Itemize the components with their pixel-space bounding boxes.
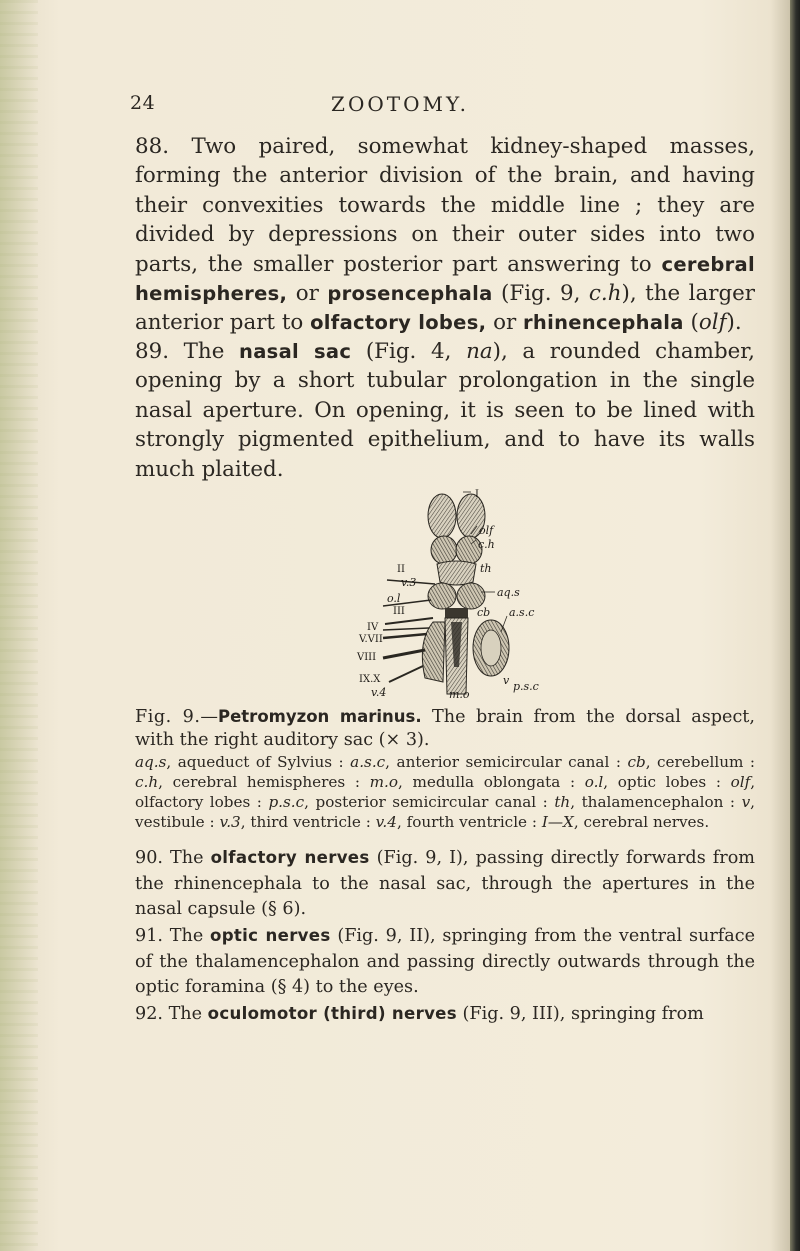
legend-item: c.h, cerebral hemispheres <box>135 773 346 791</box>
legend-desc: thalamencephalon <box>581 793 724 811</box>
legend-item: th, thalamencephalon <box>554 793 724 811</box>
page-number: 24 <box>130 92 156 114</box>
label-mo: m.o <box>449 688 470 700</box>
legend-desc: anterior semicircular canal <box>396 753 610 771</box>
term-olfactory-lobes: olfactory lobes, <box>310 311 487 335</box>
legend-abbr: v.4 <box>375 813 397 831</box>
term-nasal-sac: nasal sac <box>239 340 352 363</box>
legend-item: a.s.c, anterior semicircular canal <box>350 753 610 771</box>
term-olfactory-nerves: olfactory nerves <box>210 848 370 867</box>
legend-item: cb, cerebellum <box>627 753 744 771</box>
figure-9-brain-diagram <box>345 482 585 700</box>
label-aqs: aq.s <box>497 586 520 599</box>
paragraph-89: 89. The nasal sac (Fig. 4, na), a rounded chamber, opening by a short tubular prolongation in the single nasal aperture. On opening, it is seen to be lined with strongly pigmented epithelium, and to have its walls much plaited. <box>135 339 755 482</box>
nerve-V <box>383 634 427 638</box>
olfactory-lobe-left <box>428 494 456 538</box>
legend-abbr: th <box>554 793 571 811</box>
legend-abbr: a.s.c <box>350 753 386 771</box>
legend-item: I—X, cerebral nerves <box>541 813 705 831</box>
legend-abbr: o.l <box>584 773 604 791</box>
legend-desc: medulla oblongata <box>412 773 561 791</box>
legend-desc: cerebellum <box>657 753 744 771</box>
term-optic-nerves: optic nerves <box>210 926 331 945</box>
label-nerve-V-VII: V.VII <box>359 634 383 645</box>
label-nerve-IX-X: IX.X <box>359 674 381 685</box>
label-asc: a.s.c <box>509 606 535 619</box>
label-nerve-II: II <box>397 564 405 575</box>
nerve-IX <box>389 666 423 682</box>
label-v3: v.3 <box>401 576 417 589</box>
caption-species: Petromyzon marinus. <box>218 707 422 726</box>
term-oculomotor-nerves: oculomotor (third) nerves <box>207 1004 457 1023</box>
caption-title: Fig. 9.—Petromyzon marinus. The brain from the dorsal aspect, with the right auditory sac (× 3). <box>135 707 755 750</box>
page-edge <box>790 0 800 1251</box>
label-v4: v.4 <box>371 686 387 699</box>
label-ch: c.h <box>478 538 495 551</box>
caption-legend: aq.s, aqueduct of Sylvius : a.s.c, anterior semicircular canal : cb, cerebellum : c.h, cerebral hemispheres : m.o, medulla oblongata : o.l, optic lobes : olf, olfactory lobes : p.s.c, posterior semicircular canal : th, thalamencephalon : v, vestibule : v.3, third ventricle : v.4, fourth ventricle : I—X, cerebral nerves. <box>135 753 756 831</box>
term-rhinencephala: rhinencephala <box>523 311 684 335</box>
legend-item: aq.s, aqueduct of Sylvius <box>135 753 333 771</box>
optic-lobe-left <box>428 583 456 609</box>
nerve-VIII <box>383 650 425 658</box>
label-cb: cb <box>477 606 491 619</box>
page-gutter <box>0 0 38 1251</box>
legend-abbr: p.s.c <box>268 793 305 811</box>
legend-abbr: c.h <box>135 773 159 791</box>
label-th: th <box>480 562 492 575</box>
legend-abbr: aq.s <box>135 753 167 771</box>
cerebellum-mark <box>445 608 468 618</box>
legend-item: v.4, fourth ventricle <box>375 813 528 831</box>
paragraph-88: 88. Two paired, somewhat kidney-shaped masses, forming the anterior division of the brain, and having their convexities towards the middle line ; they are divided by depressions on their outer sides into two parts, the smaller posterior part answering to cerebral hemispheres, or prosencephala (Fig. 9, c.h), the larger anterior part to olfactory lobes, or rhinencephala (olf). <box>135 134 756 336</box>
legend-abbr: v.3 <box>219 813 241 831</box>
figure-caption <box>135 705 755 832</box>
label-v: v <box>503 674 510 687</box>
label-olf: olf <box>479 524 494 537</box>
paragraph-91: 91. The optic nerves (Fig. 9, II), springing from the ventral surface of the thalamencephalon and passing directly outwards through the optic foramina (§ 4) to the eyes. <box>135 926 755 997</box>
page-header <box>0 92 800 118</box>
nerve-IV <box>385 618 433 624</box>
label-psc: p.s.c <box>513 680 539 693</box>
legend-abbr: I—X <box>541 813 574 831</box>
legend-abbr: m.o <box>369 773 398 791</box>
legend-item: m.o, medulla oblongata <box>369 773 561 791</box>
term-cerebral-hemispheres: cerebral hemispheres, <box>135 252 755 306</box>
left-lateral-mass <box>422 622 445 682</box>
legend-abbr: v <box>741 793 751 811</box>
legend-item: olf, olfactory lobes <box>135 773 756 811</box>
legend-desc: cerebral hemispheres <box>172 773 346 791</box>
legend-desc: fourth ventricle <box>406 813 528 831</box>
legend-desc: vestibule <box>135 813 205 831</box>
legend-item: v, vestibule <box>135 793 755 831</box>
legend-abbr: cb <box>627 753 646 771</box>
running-title: ZOOTOMY. <box>331 92 469 116</box>
paragraph-90: 90. The olfactory nerves (Fig. 9, I), passing directly forwards from the rhinencephala to the nasal sac, through the apertures in the nasal capsule (§ 6). <box>135 848 755 919</box>
legend-item: v.3, third ventricle <box>219 813 361 831</box>
label-nerve-III: III <box>393 606 405 617</box>
legend-item: p.s.c, posterior semicircular canal <box>268 793 537 811</box>
label-nerve-I: I <box>475 489 479 500</box>
paragraph-92: 92. The oculomotor (third) nerves (Fig. 9, III), springing from <box>135 1004 704 1024</box>
legend-desc: third ventricle <box>250 813 361 831</box>
legend-desc: olfactory lobes <box>135 793 251 811</box>
label-nerve-IV: IV <box>367 622 379 633</box>
legend-desc: optic lobes <box>617 773 707 791</box>
term-prosencephala: prosencephala <box>327 282 493 306</box>
legend-desc: aqueduct of Sylvius <box>177 753 333 771</box>
legend-item: o.l, optic lobes <box>584 773 707 791</box>
cerebral-hemisphere-left <box>431 536 457 564</box>
legend-desc: cerebral nerves <box>583 813 705 831</box>
legend-abbr: olf <box>730 773 751 791</box>
brain-illustration <box>345 482 585 700</box>
label-nerve-VIII: VIII <box>357 652 377 663</box>
legend-desc: posterior semicircular canal <box>315 793 537 811</box>
thalamencephalon <box>437 561 476 585</box>
label-ol: o.l <box>387 592 401 605</box>
